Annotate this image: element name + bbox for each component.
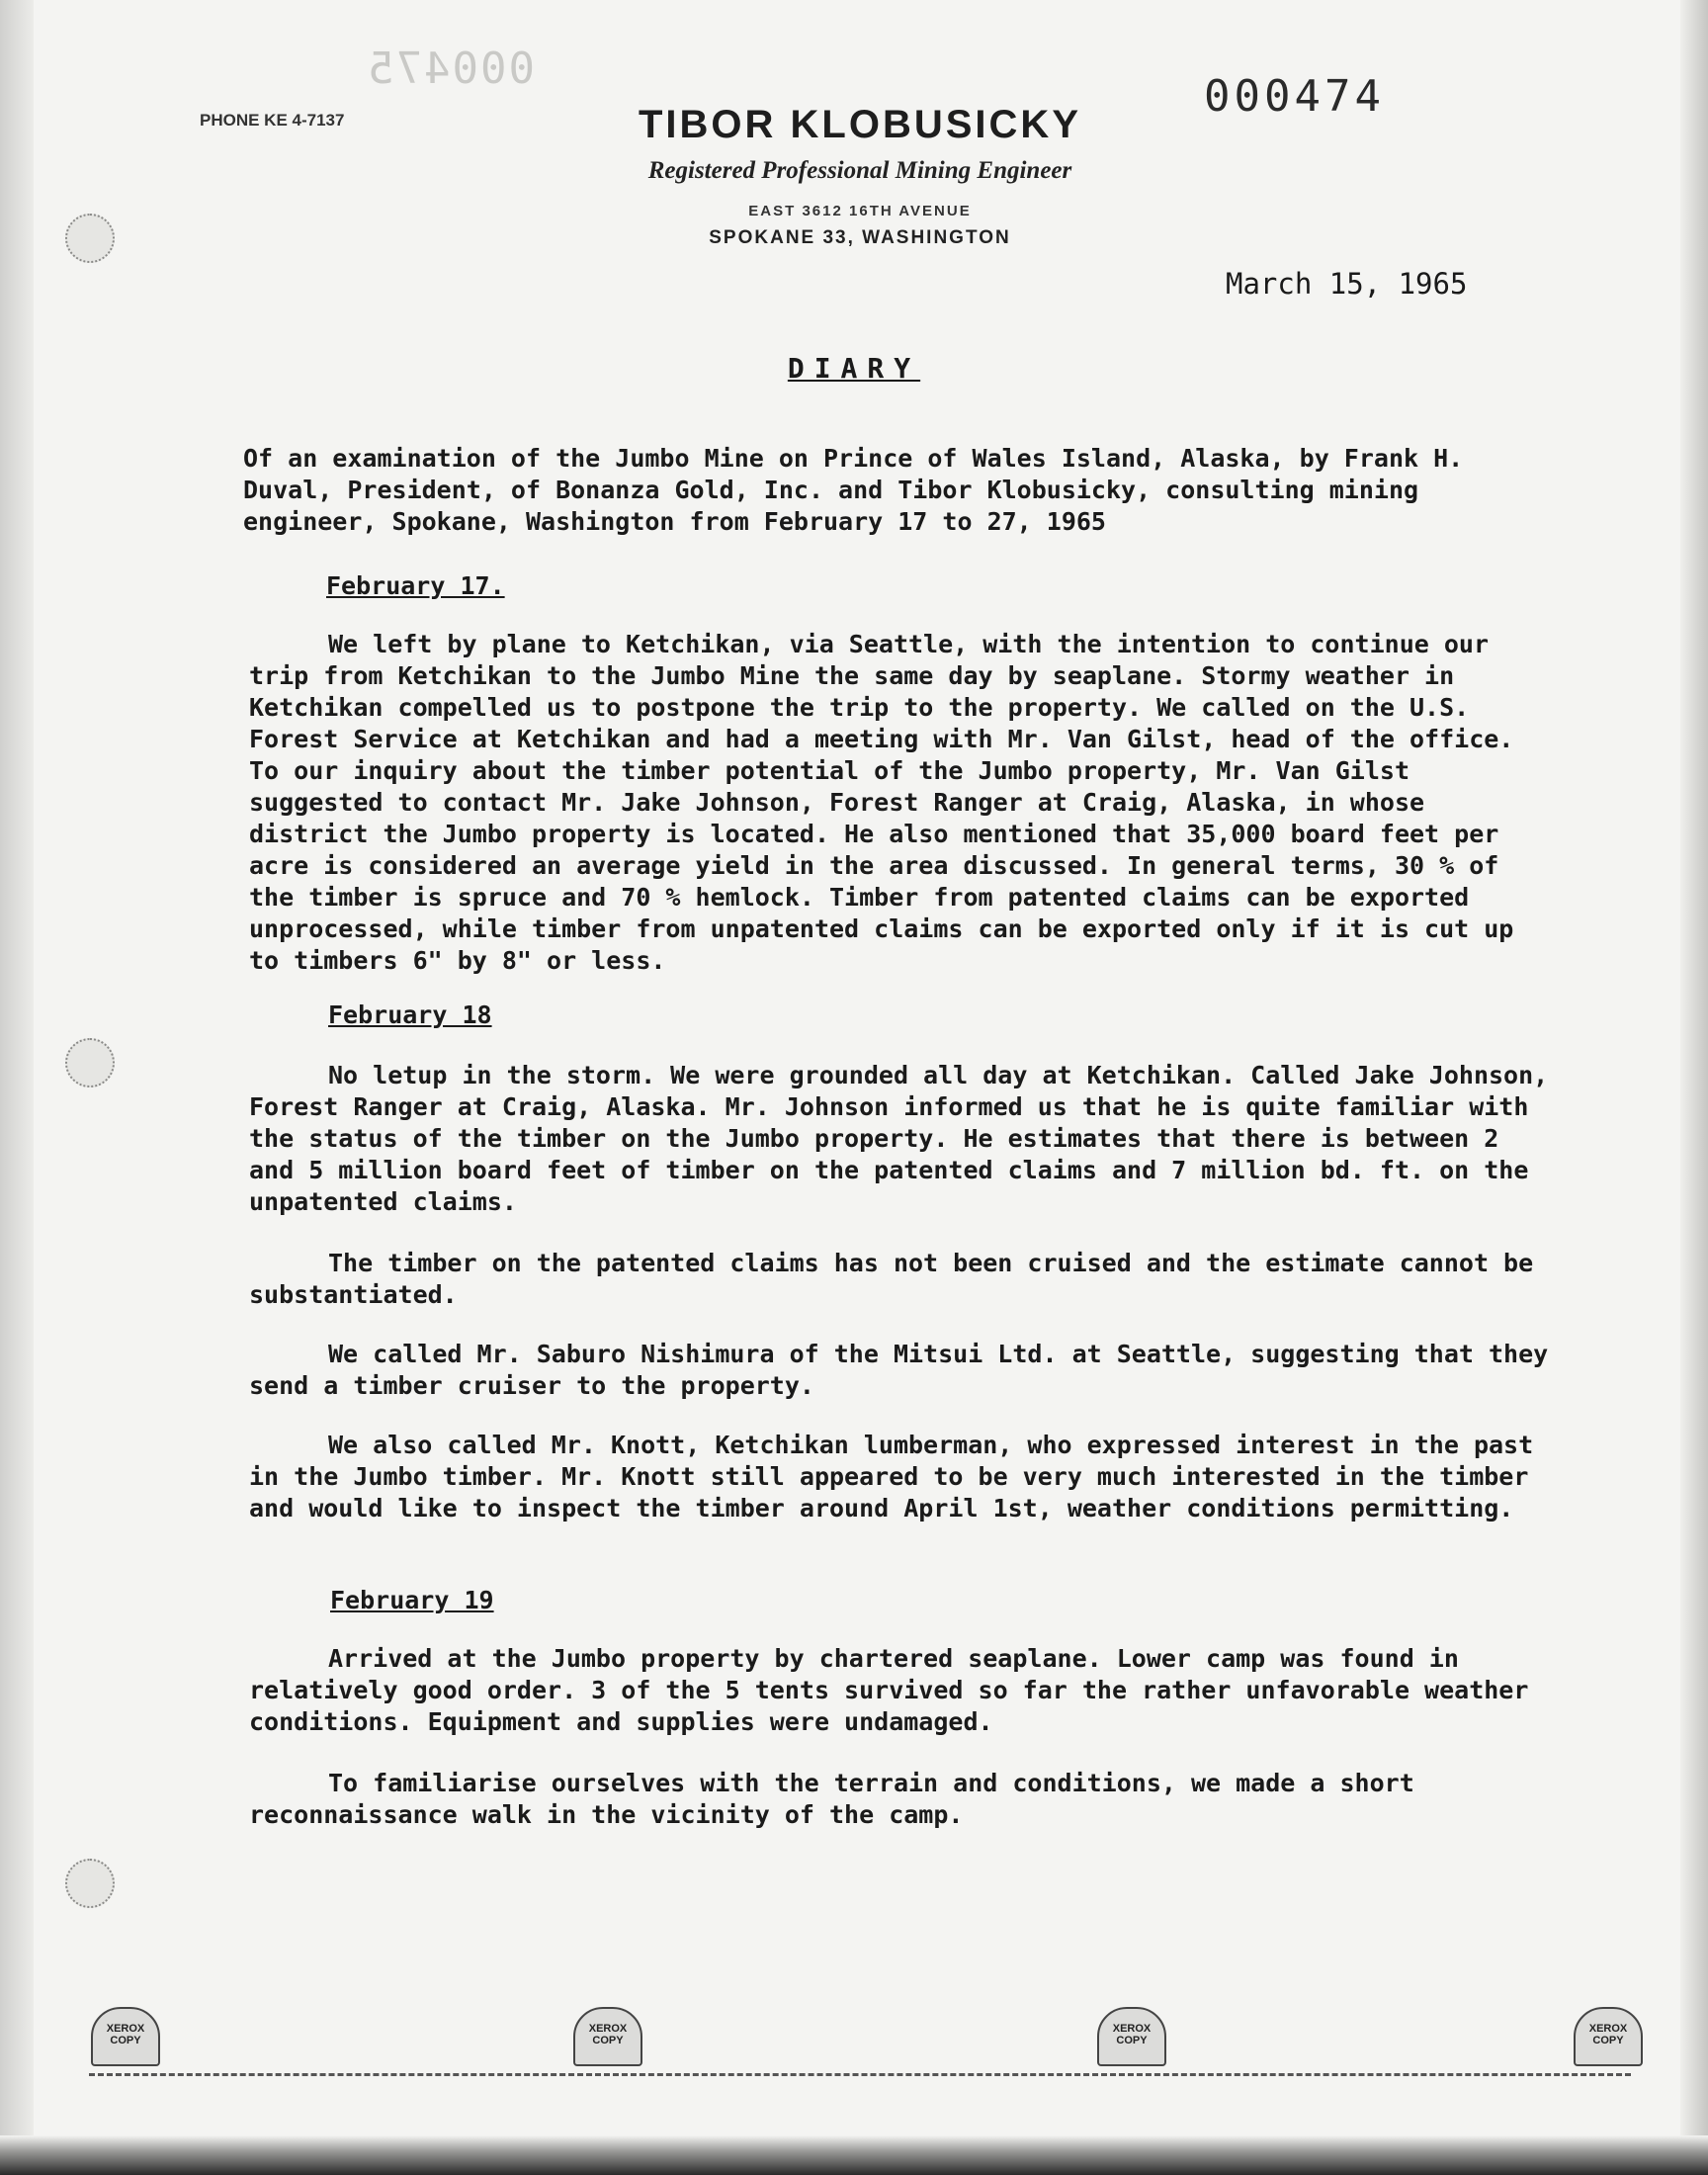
entry-paragraph: We left by plane to Ketchikan, via Seattle, with the intention to continue our trip from Ketchikan to the Jumbo Mine the same day by seaplane. Stormy weather in Ketchikan compelled us to postpone the trip to the property. We called on the U.S. Forest Service at Ketchikan and had a meeting with Mr. Van Gilst, head of the office. To our inquiry about the timber potential of the Jumbo property, Mr. Van Gilst suggested to contact Mr. Jake Johnson, Forest Ranger at Craig, Alaska, in whose district the Jumbo property is located. He also mentioned that 35,000 board feet per acre is considered an average yield in the area discussed. In general terms, 30 % of the timber is spruce and 70 % hemlock. Timber from patented claims can be exported unprocessed, while timber from unpatented claims can be exported only if it is cut up to timbers 6" by 8" or less. (249, 630, 1514, 975)
entry-paragraph: No letup in the storm. We were grounded all day at Ketchikan. Called Jake Johnson, Forest Ranger at Craig, Alaska. Mr. Johnson informed us that he is quite familiar with the status of the timber on the Jumbo property. He estimates that there is between 2 and 5 million board feet of timber on the patented claims and 7 million bd. ft. on the unpatented claims. (249, 1061, 1549, 1216)
letterhead-name: TIBOR KLOBUSICKY (639, 103, 1081, 146)
entry-heading-feb-18: February 18 (328, 1000, 492, 1029)
copy-margin-line (89, 2073, 1631, 2076)
page-edge-right (1680, 0, 1708, 2175)
xerox-copy-mark: XEROX COPY (1574, 2007, 1643, 2066)
page-stamp-number: 000474 (1204, 71, 1385, 122)
faded-stamp-number: 000475 (366, 44, 535, 94)
entry-heading-feb-17: February 17. (326, 571, 505, 600)
punch-hole (65, 214, 115, 263)
document-title: DIARY (787, 352, 921, 385)
page-edge-left (0, 0, 34, 2175)
xerox-copy-mark: XEROX COPY (573, 2007, 642, 2066)
entry-paragraph: The timber on the patented claims has not been cruised and the estimate cannot be substantiated. (249, 1249, 1534, 1309)
letterhead-phone: PHONE KE 4-7137 (200, 111, 345, 130)
letterhead-title: Registered Professional Mining Engineer (647, 157, 1072, 184)
punch-hole (65, 1038, 115, 1088)
punch-hole (65, 1859, 115, 1908)
letterhead-city: SPOKANE 33, WASHINGTON (709, 227, 1011, 248)
letterhead (554, 103, 1166, 249)
entry-heading-feb-19: February 19 (330, 1586, 494, 1614)
scan-bottom-edge (0, 2135, 1708, 2175)
entry-paragraph: We called Mr. Saburo Nishimura of the Mitsui Ltd. at Seattle, suggesting that they send a timber cruiser to the property. (249, 1340, 1549, 1400)
entry-paragraph: Arrived at the Jumbo property by chartered seaplane. Lower camp was found in relatively good order. 3 of the 5 tents survived so far the rather unfavorable weather conditions. Equipment and supplies were undamaged. (249, 1644, 1529, 1736)
letterhead-street: EAST 3612 16TH AVENUE (748, 203, 972, 219)
entry-paragraph: To familiarise ourselves with the terrain and conditions, we made a short reconnaissance walk in the vicinity of the camp. (249, 1769, 1414, 1829)
xerox-copy-mark: XEROX COPY (1097, 2007, 1166, 2066)
xerox-copy-mark: XEROX COPY (91, 2007, 160, 2066)
document-date: March 15, 1965 (1226, 267, 1468, 301)
intro-paragraph: Of an examination of the Jumbo Mine on Prince of Wales Island, Alaska, by Frank H. Duval, President, of Bonanza Gold, Inc. and Tibor Klobusicky, consulting mining engineer, Spokane, Washington from February 17 to 27, 1965 (243, 444, 1464, 536)
entry-paragraph: We also called Mr. Knott, Ketchikan lumberman, who expressed interest in the past in the Jumbo timber. Mr. Knott still appeared to be very much interested in the timber and would like to inspect the timber around April 1st, weather conditions permitting. (249, 1431, 1534, 1522)
